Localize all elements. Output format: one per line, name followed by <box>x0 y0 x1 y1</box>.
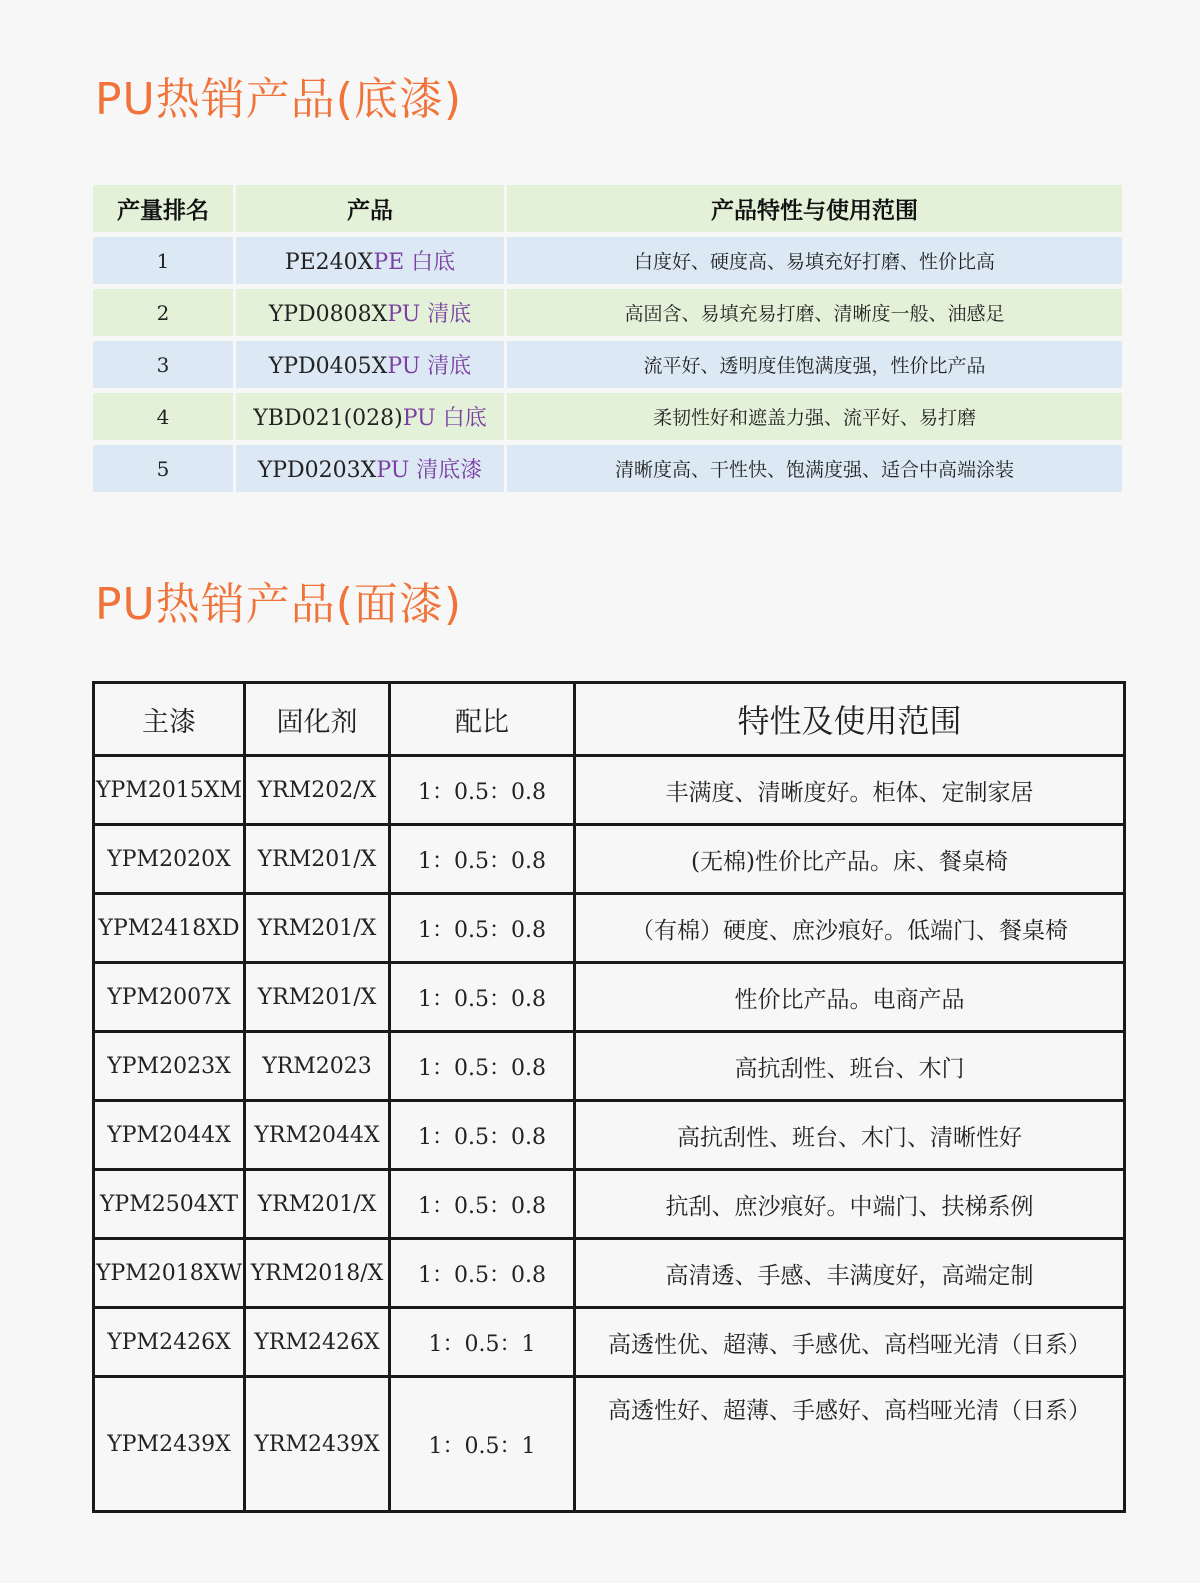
features-cell: 高透性好、超薄、手感好、高档哑光清（日系） <box>575 1377 1125 1512</box>
ratio-cell: 1：0.5：1 <box>390 1377 575 1512</box>
table-row <box>94 963 1125 1032</box>
features-cell: 丰满度、清晰度好。柜体、定制家居 <box>575 756 1125 825</box>
table-row <box>93 341 1122 388</box>
ratio-cell: 1：0.5：0.8 <box>390 894 575 963</box>
product-cell <box>236 341 504 388</box>
ratio-cell: 1：0.5：0.8 <box>390 963 575 1032</box>
hardener-cell: YRM201/X <box>245 894 390 963</box>
table-row <box>94 1377 1125 1512</box>
product-cell <box>236 237 504 284</box>
features-cell: 高透性优、超薄、手感优、高档哑光清（日系） <box>575 1308 1125 1377</box>
header-ratio: 配比 <box>390 683 575 756</box>
features-cell: 抗刮、庶沙痕好。中端门、扶梯系例 <box>575 1170 1125 1239</box>
spec-cell: 白度好、硬度高、易填充好打磨、性价比高 <box>507 237 1122 284</box>
ratio-cell: 1：0.5：0.8 <box>390 1032 575 1101</box>
product-code: YBD021(028) <box>253 406 403 431</box>
topcoat-products-table <box>92 681 1126 1513</box>
product-code: PE240X <box>284 250 374 275</box>
main-paint-cell: YPM2418XD <box>94 894 245 963</box>
rank-cell: 5 <box>93 445 233 492</box>
product-cell <box>236 445 504 492</box>
rank-cell: 3 <box>93 341 233 388</box>
hardener-cell: YRM201/X <box>245 825 390 894</box>
product-code: YPD0808X <box>268 302 388 327</box>
hardener-cell: YRM2023 <box>245 1032 390 1101</box>
table-row <box>93 393 1122 440</box>
header-spec: 产品特性与使用范围 <box>507 185 1122 232</box>
hardener-cell: YRM201/X <box>245 1170 390 1239</box>
features-cell: 高清透、手感、丰满度好，高端定制 <box>575 1239 1125 1308</box>
table-row <box>94 894 1125 963</box>
table-header-row <box>93 185 1122 232</box>
hardener-cell: YRM2018/X <box>245 1239 390 1308</box>
product-code: YPD0203X <box>257 458 377 483</box>
product-tag: PE 白底 <box>373 250 456 275</box>
main-paint-cell: YPM2426X <box>94 1308 245 1377</box>
rank-cell: 1 <box>93 237 233 284</box>
table-row <box>93 445 1122 492</box>
rank-cell: 2 <box>93 289 233 336</box>
table-row <box>94 1032 1125 1101</box>
table-row <box>94 825 1125 894</box>
spec-cell: 高固含、易填充易打磨、清晰度一般、油感足 <box>507 289 1122 336</box>
ratio-cell: 1：0.5：0.8 <box>390 1170 575 1239</box>
table-header-row <box>94 683 1125 756</box>
spec-cell: 柔韧性好和遮盖力强、流平好、易打磨 <box>507 393 1122 440</box>
spec-cell: 流平好、透明度佳饱满度强，性价比产品 <box>507 341 1122 388</box>
ratio-cell: 1：0.5：1 <box>390 1308 575 1377</box>
hardener-cell: YRM2426X <box>245 1308 390 1377</box>
spec-cell: 清晰度高、干性快、饱满度强、适合中高端涂装 <box>507 445 1122 492</box>
product-tag: PU 清底漆 <box>376 458 483 483</box>
table-row <box>94 1308 1125 1377</box>
header-features: 特性及使用范围 <box>575 683 1125 756</box>
rank-cell: 4 <box>93 393 233 440</box>
hardener-cell: YRM202/X <box>245 756 390 825</box>
main-paint-cell: YPM2015XM <box>94 756 245 825</box>
header-main-paint: 主漆 <box>94 683 245 756</box>
product-tag: PU 清底 <box>387 302 472 327</box>
ratio-cell: 1：0.5：0.8 <box>390 756 575 825</box>
topcoat-section-title: PU热销产品(面漆) <box>95 579 463 630</box>
features-cell: 高抗刮性、班台、木门 <box>575 1032 1125 1101</box>
product-tag: PU 白底 <box>402 406 487 431</box>
features-cell: 高抗刮性、班台、木门、清晰性好 <box>575 1101 1125 1170</box>
ratio-cell: 1：0.5：0.8 <box>390 1101 575 1170</box>
table-row <box>94 1101 1125 1170</box>
main-paint-cell: YPM2439X <box>94 1377 245 1512</box>
header-hardener: 固化剂 <box>245 683 390 756</box>
table-row <box>94 1170 1125 1239</box>
features-cell: （有棉）硬度、庶沙痕好。低端门、餐桌椅 <box>575 894 1125 963</box>
table-row <box>94 1239 1125 1308</box>
header-rank: 产量排名 <box>93 185 233 232</box>
main-paint-cell: YPM2007X <box>94 963 245 1032</box>
ratio-cell: 1：0.5：0.8 <box>390 825 575 894</box>
hardener-cell: YRM201/X <box>245 963 390 1032</box>
primer-section-title: PU热销产品(底漆) <box>95 74 463 125</box>
main-paint-cell: YPM2018XW <box>94 1239 245 1308</box>
hardener-cell: YRM2439X <box>245 1377 390 1512</box>
header-product: 产品 <box>236 185 504 232</box>
main-paint-cell: YPM2023X <box>94 1032 245 1101</box>
main-paint-cell: YPM2504XT <box>94 1170 245 1239</box>
table-row <box>94 756 1125 825</box>
hardener-cell: YRM2044X <box>245 1101 390 1170</box>
table-row <box>93 289 1122 336</box>
features-cell: (无棉)性价比产品。床、餐桌椅 <box>575 825 1125 894</box>
product-cell <box>236 393 504 440</box>
product-cell <box>236 289 504 336</box>
features-cell: 性价比产品。电商产品 <box>575 963 1125 1032</box>
product-tag: PU 清底 <box>387 354 472 379</box>
primer-products-table <box>90 180 1125 497</box>
ratio-cell: 1：0.5：0.8 <box>390 1239 575 1308</box>
product-code: YPD0405X <box>268 354 388 379</box>
table-row <box>93 237 1122 284</box>
main-paint-cell: YPM2044X <box>94 1101 245 1170</box>
main-paint-cell: YPM2020X <box>94 825 245 894</box>
